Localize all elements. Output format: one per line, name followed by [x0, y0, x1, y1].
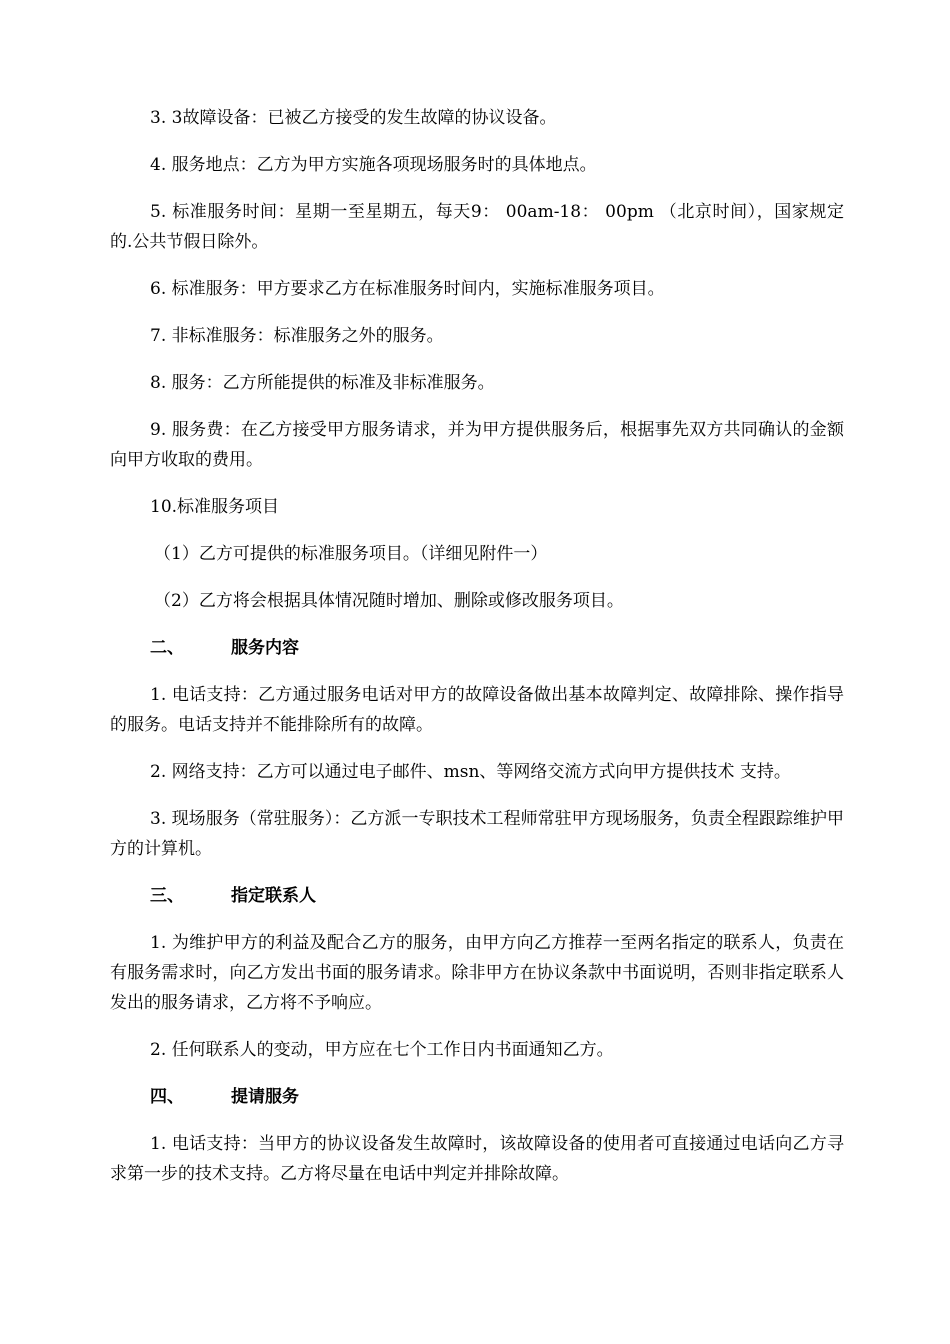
- section-heading-request-service: [110, 1082, 844, 1112]
- section-title: 指定联系人: [231, 886, 316, 906]
- section-number: 四、: [150, 1087, 184, 1107]
- paragraph-4-service-location: 4. 服务地点：乙方为甲方实施各项现场服务时的具体地点。: [150, 155, 597, 175]
- sub-item-2: （2）乙方将会根据具体情况随时增加、删除或修改服务项目。: [154, 591, 624, 611]
- document-body: [110, 103, 844, 1206]
- section-title: 提请服务: [231, 1087, 299, 1107]
- paragraph-9-service-fee: 9. 服务费：在乙方接受甲方服务请求，并为甲方提供服务后，根据事先双方共同确认的金额向甲方收取的费用。: [110, 420, 844, 470]
- section-number: 二、: [150, 638, 184, 658]
- section3-paragraph-contact-change: 2. 任何联系人的变动，甲方应在七个工作日内书面通知乙方。: [150, 1040, 614, 1060]
- section3-paragraph-contact-designation: 1. 为维护甲方的利益及配合乙方的服务，由甲方向乙方推荐一至两名指定的联系人，负责在有服务需求时，向乙方发出书面的服务请求。除非甲方在协议条款中书面说明，否则非指定联系人发出的服务请求，乙方将不予响应。: [110, 933, 844, 1013]
- section2-paragraph-phone-support: 1. 电话支持：乙方通过服务电话对甲方的故障设备做出基本故障判定、故障排除、操作指导的服务。电话支持并不能排除所有的故障。: [110, 685, 844, 735]
- paragraph-7-non-standard-service: 7. 非标准服务：标准服务之外的服务。: [150, 326, 444, 346]
- paragraph-6-standard-service: 6. 标准服务：甲方要求乙方在标准服务时间内，实施标准服务项目。: [150, 279, 665, 299]
- section2-paragraph-onsite-service: 3. 现场服务（常驻服务）：乙方派一专职技术工程师常驻甲方现场服务，负责全程跟踪维护甲方的计算机。: [110, 809, 844, 859]
- section-heading-designated-contact: [110, 881, 844, 911]
- section4-paragraph-phone-support: 1. 电话支持：当甲方的协议设备发生故障时，该故障设备的使用者可直接通过电话向乙方寻求第一步的技术支持。乙方将尽量在电话中判定并排除故障。: [110, 1134, 844, 1184]
- section-number: 三、: [150, 886, 184, 906]
- paragraph-5-standard-service-time: 5. 标准服务时间：星期一至星期五，每天9： 00am-18： 00pm （北京时间），国家规定的.公共节假日除外。: [110, 202, 844, 252]
- section-heading-service-content: [110, 633, 844, 663]
- paragraph-8-service: 8. 服务：乙方所能提供的标准及非标准服务。: [150, 373, 495, 393]
- paragraph-10-standard-service-items: 10.标准服务项目: [150, 497, 280, 517]
- paragraph-3-3-faulty-equipment: 3. 3故障设备：已被乙方接受的发生故障的协议设备。: [150, 108, 557, 128]
- section2-paragraph-network-support: 2. 网络支持：乙方可以通过电子邮件、msn、等网络交流方式向甲方提供技术 支持。: [150, 762, 791, 782]
- sub-item-1: （1）乙方可提供的标准服务项目。（详细见附件一）: [154, 544, 548, 564]
- section-title: 服务内容: [231, 638, 299, 658]
